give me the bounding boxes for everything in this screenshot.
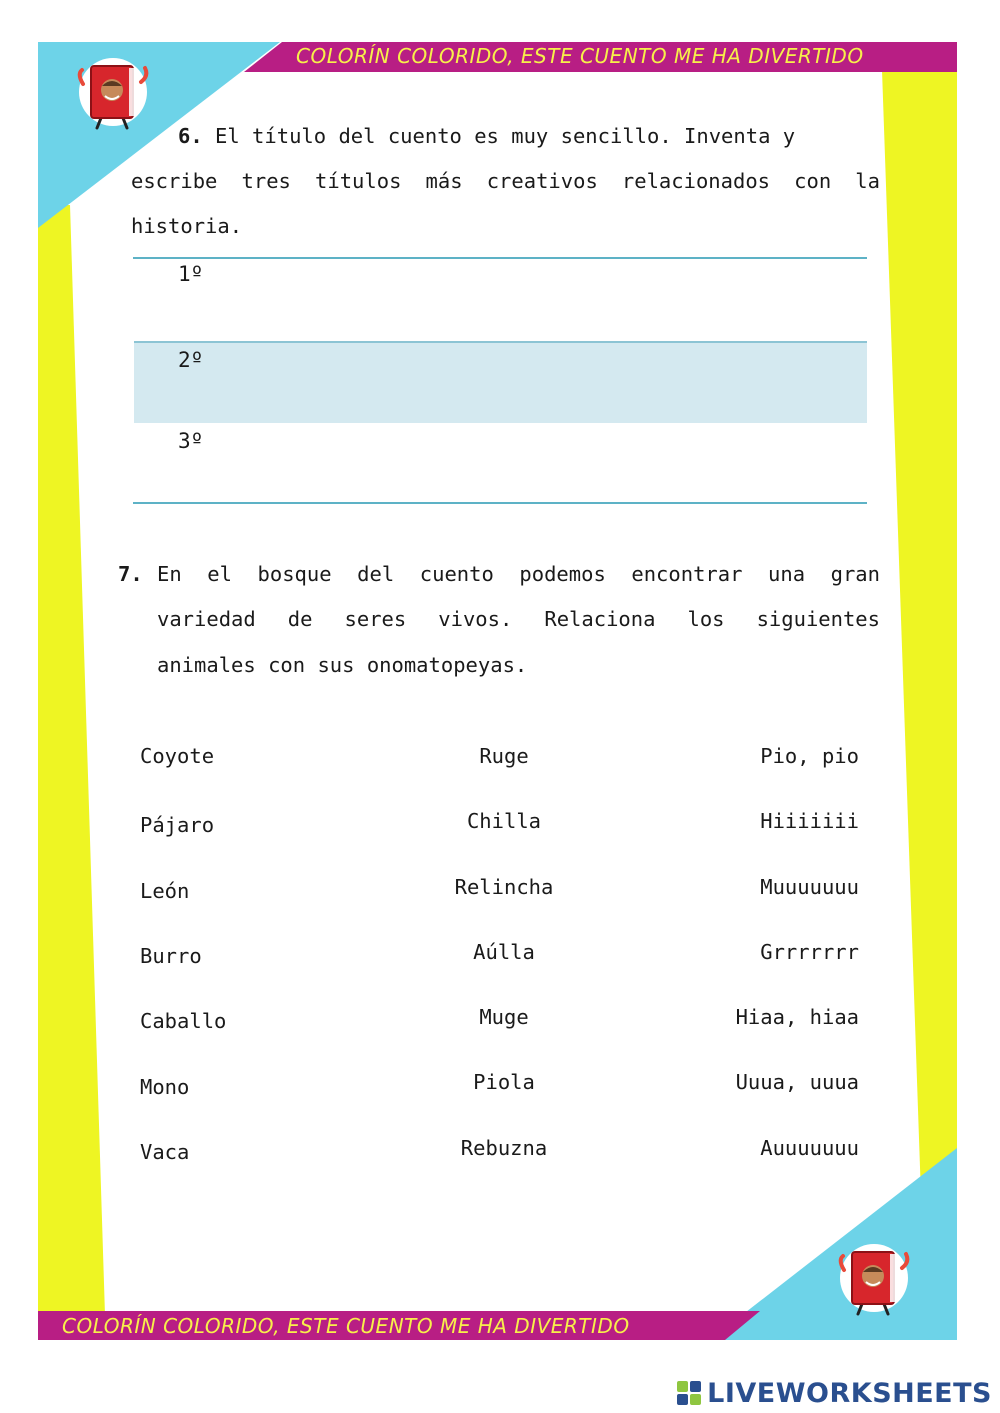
- question-6-number: 6.: [178, 124, 203, 148]
- sound-item[interactable]: Hiiiiiii: [760, 809, 859, 833]
- question-6-text-2: escribe tres títulos más creativos relacionados con la: [131, 169, 880, 193]
- question-6-line-2: [131, 159, 880, 205]
- header-banner-text: COLORÍN COLORIDO, ESTE CUENTO ME HA DIVERTIDO: [296, 44, 864, 68]
- liveworksheets-logo-text: LIVEWORKSHEETS: [707, 1377, 992, 1409]
- question-7-text-3: animales con sus onomatopeyas.: [157, 653, 528, 677]
- question-7-number: 7.: [118, 562, 143, 586]
- animal-item[interactable]: Coyote: [140, 744, 215, 768]
- question-6-line-3: [131, 204, 242, 250]
- sound-item[interactable]: Uuua, uuua: [735, 1070, 859, 1094]
- verb-item[interactable]: Piola: [473, 1070, 535, 1094]
- yellow-frame-left: [38, 205, 105, 1315]
- verb-item[interactable]: Rebuzna: [460, 1136, 548, 1160]
- verb-item[interactable]: Ruge: [479, 744, 529, 768]
- animal-item[interactable]: León: [140, 879, 190, 903]
- sound-item[interactable]: Hiaa, hiaa: [735, 1005, 859, 1029]
- yellow-frame-right: [882, 42, 957, 1225]
- verb-item[interactable]: Aúlla: [473, 940, 535, 964]
- animal-item[interactable]: Pájaro: [140, 813, 215, 837]
- answer-row-3-label: 3º: [178, 429, 204, 453]
- question-7-text-1: En el bosque del cuento podemos encontrar una gran: [157, 562, 880, 586]
- verb-item[interactable]: Relincha: [454, 875, 554, 899]
- question-7-line-2: [157, 597, 880, 643]
- sound-item[interactable]: Pio, pio: [760, 744, 859, 768]
- sound-item[interactable]: Auuuuuuu: [760, 1136, 859, 1160]
- animal-item[interactable]: Vaca: [140, 1140, 190, 1164]
- liveworksheets-logo: [677, 1375, 992, 1411]
- question-6-text-1: El título del cuento es muy sencillo. Inventa y: [215, 124, 796, 148]
- answer-line-top: [133, 257, 867, 259]
- question-7-text-2: variedad de seres vivos. Relaciona los siguientes: [157, 607, 880, 631]
- answer-row-2-shade: [134, 341, 867, 423]
- animal-item[interactable]: Mono: [140, 1075, 190, 1099]
- sound-item[interactable]: Grrrrrrr: [760, 940, 859, 964]
- animal-item[interactable]: Burro: [140, 944, 202, 968]
- answer-line-bottom: [133, 502, 867, 504]
- answer-row-1-label: 1º: [178, 262, 204, 286]
- verb-item[interactable]: Chilla: [466, 809, 542, 833]
- verb-item[interactable]: Muge: [479, 1005, 529, 1029]
- liveworksheets-grid-icon: [677, 1381, 701, 1405]
- sound-item[interactable]: Muuuuuuu: [760, 875, 859, 899]
- question-6-text-3: historia.: [131, 214, 243, 238]
- question-7-line-1: [157, 552, 880, 598]
- footer-banner-text: COLORÍN COLORIDO, ESTE CUENTO ME HA DIVERTIDO: [62, 1314, 630, 1338]
- question-7-line-3: [157, 643, 527, 689]
- animal-item[interactable]: Caballo: [140, 1009, 227, 1033]
- answer-row-2-label: 2º: [178, 348, 204, 372]
- question-6-line-1: [178, 114, 828, 160]
